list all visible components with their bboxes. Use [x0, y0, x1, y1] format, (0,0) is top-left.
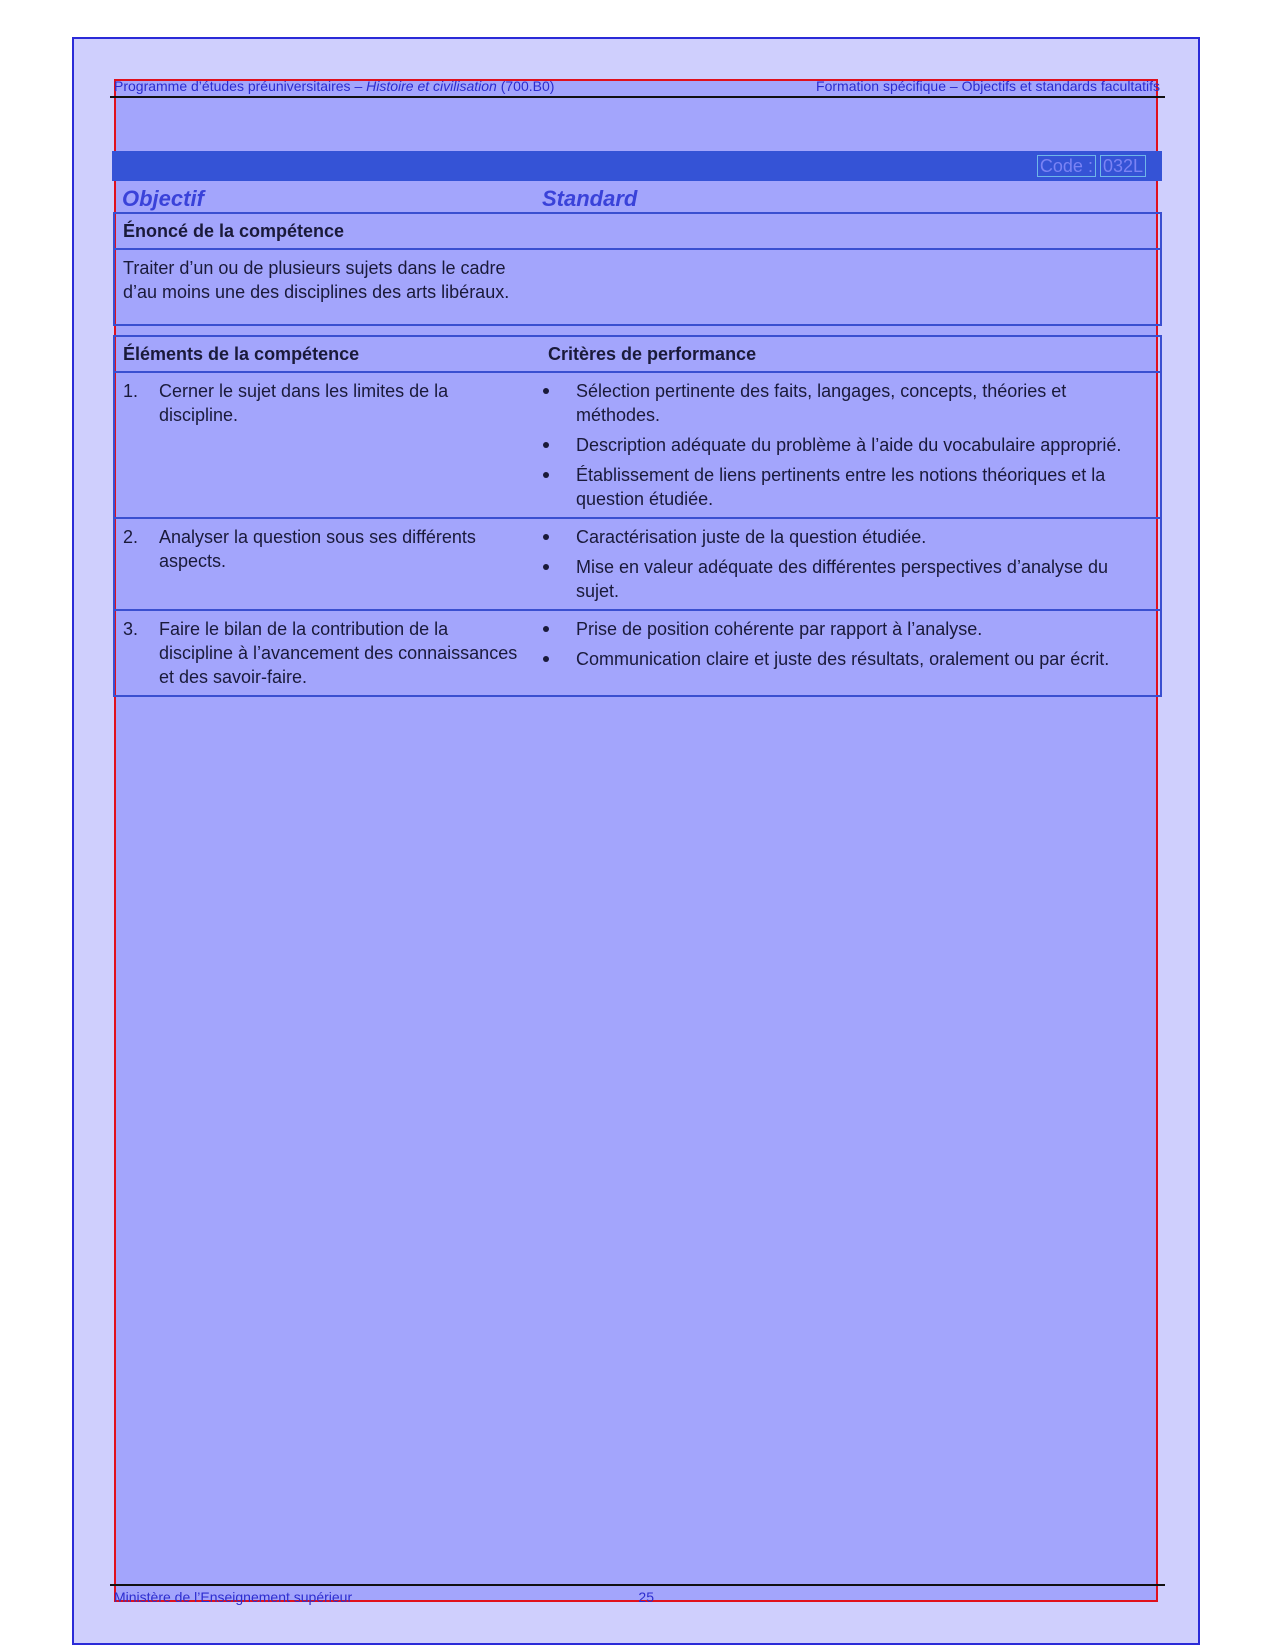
- element-text: Analyser la question sous ses différents aspects.: [159, 527, 476, 571]
- table-row: [115, 519, 1160, 611]
- page-number: 25: [638, 1589, 654, 1605]
- criterion-item: [540, 555, 1152, 603]
- code-value: 032L: [1100, 155, 1146, 177]
- competence-element: [115, 617, 540, 689]
- element-text: Cerner le sujet dans les limites de la discipline.: [159, 381, 449, 425]
- criterion-text: Mise en valeur adéquate des différentes perspectives d’analyse du sujet.: [576, 557, 1109, 601]
- criterion-item: [540, 617, 1152, 641]
- running-header: [114, 78, 1160, 94]
- criterion-text: Description adéquate du problème à l’aide du vocabulaire approprié.: [576, 435, 1122, 455]
- code-bar: [112, 151, 1162, 181]
- competence-element: [115, 379, 540, 511]
- header-program: Programme d’études préuniversitaires – Histoire et civilisation (700.B0): [114, 78, 555, 94]
- criteria-list: [540, 617, 1160, 689]
- bullet-icon: [540, 555, 576, 603]
- bullet-icon: [540, 525, 576, 549]
- competence-element: [115, 525, 540, 603]
- criterion-item: [540, 379, 1152, 427]
- criterion-text: Prise de position cohérente par rapport à l’analyse.: [576, 619, 983, 639]
- statement-text: Traiter d’un ou de plusieurs sujets dans le cadre d’au moins une des disciplines des arts libéraux.: [123, 258, 510, 302]
- element-number: 3.: [123, 619, 139, 639]
- criteria-list: [540, 525, 1160, 603]
- criterion-text: Sélection pertinente des faits, langages, concepts, théories et méthodes.: [576, 381, 1067, 425]
- element-number: 2.: [123, 527, 139, 547]
- bullet-icon: [540, 617, 576, 641]
- bullet-icon: [540, 379, 576, 427]
- elements-table: [113, 335, 1162, 697]
- code-label: Code : 032L: [1033, 156, 1146, 177]
- criterion-text: Caractérisation juste de la question étudiée.: [576, 527, 927, 547]
- bullet-icon: [540, 647, 576, 671]
- criteria-list: [540, 379, 1160, 511]
- footer-ministry: Ministère de l’Enseignement supérieur: [114, 1589, 353, 1605]
- standard-heading: Standard: [542, 186, 638, 211]
- statement-heading: Énoncé de la compétence: [115, 214, 1160, 250]
- criterion-text: Établissement de liens pertinents entre les notions théoriques et la question étudiée.: [576, 465, 1106, 509]
- criterion-item: [540, 647, 1152, 671]
- running-footer: [114, 1589, 654, 1605]
- criterion-item: [540, 463, 1152, 511]
- footer-rule: [110, 1584, 1165, 1586]
- header-section: Formation spécifique – Objectifs et standards facultatifs: [816, 78, 1160, 94]
- statement-box: [113, 212, 1162, 326]
- criterion-text: Communication claire et juste des résultats, oralement ou par écrit.: [576, 649, 1110, 669]
- objective-heading: Objectif: [122, 186, 204, 211]
- criterion-item: [540, 525, 1152, 549]
- table-row: [115, 611, 1160, 695]
- table-header-row: [115, 337, 1160, 373]
- element-number: 1.: [123, 381, 139, 401]
- element-text: Faire le bilan de la contribution de la discipline à l’avancement des connaissances et des savoir-faire.: [159, 619, 518, 687]
- bullet-icon: [540, 433, 576, 457]
- table-row: [115, 373, 1160, 519]
- bullet-icon: [540, 463, 576, 511]
- criterion-item: [540, 433, 1152, 457]
- header-rule: [110, 96, 1165, 98]
- elements-heading: Éléments de la compétence: [123, 344, 360, 364]
- criteria-heading: Critères de performance: [548, 344, 757, 364]
